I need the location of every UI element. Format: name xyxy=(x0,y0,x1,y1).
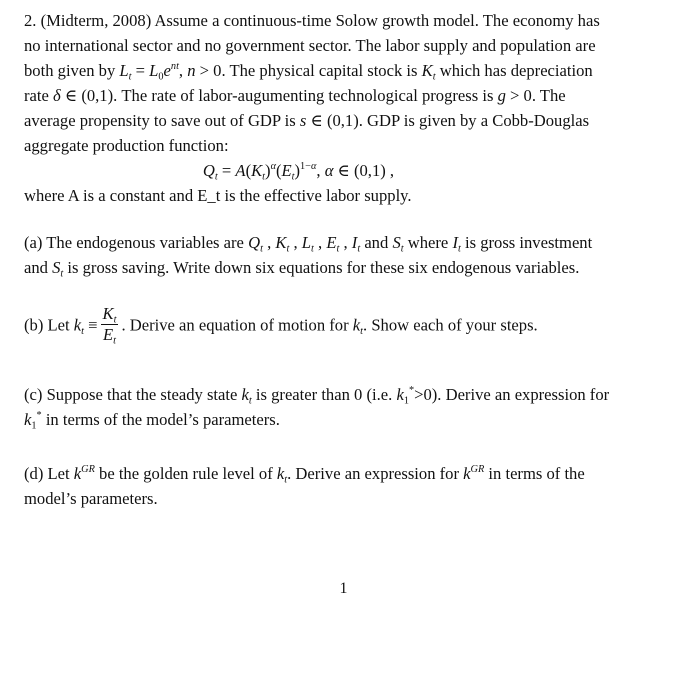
k-fraction: $\frac{K_t}{E_t}$ xyxy=(102,304,117,347)
intro-line-1: 2. (Midterm, 2008) Assume a continuous-time Solow growth model. The economy has xyxy=(24,11,600,30)
part-c-line-2: $k_1^*$ in terms of the model’s parameters. xyxy=(24,409,280,432)
production-function-equation: $Q_t = A(K_t)^\alpha(E_t)^{1-\alpha}$, α ∈ (0,1) , xyxy=(202,160,395,183)
problem-intro xyxy=(24,8,674,158)
part-d-line-1: (d) Let $k^{GR}$ be the golden rule level of $k_t$. Derive an expression for $k^{GR}$ in terms of the xyxy=(24,463,585,486)
part-c xyxy=(24,382,674,432)
part-b xyxy=(24,306,674,347)
part-a-line-1: (a) The endogenous variables are $Q_t$ , $K_t$ , $L_t$ , $E_t$ , $I_t$ and $S_t$ where $I_t$ is gross investment xyxy=(24,233,593,255)
page-number: 1 xyxy=(339,580,348,597)
part-a xyxy=(24,230,674,280)
part-b-line: (b) Let $k_t$ ≡ $\frac{K_t}{E_t}$ . Derive an equation of motion for $k_t$. Show each of your steps. xyxy=(24,304,538,347)
intro-line-3: both given by $L_t = L_0e^{nt}$, n > 0. The physical capital stock is $K_t$ which has depreciation xyxy=(24,60,593,83)
intro-line-6: aggregate production function: xyxy=(24,136,229,155)
part-a-line-2: and $S_t$ is gross saving. Write down six equations for these six endogenous variables. xyxy=(24,258,580,280)
part-d-line-2: model’s parameters. xyxy=(24,489,158,508)
intro-line-2: no international sector and no government sector. The labor supply and population are xyxy=(24,36,596,55)
intro-line-4: rate δ ∈ (0,1). The rate of labor-augumenting technological progress is g > 0. The xyxy=(24,86,566,105)
effective-labor-note: where A is a constant and E_t is the effective labor supply. xyxy=(24,186,412,205)
intro-line-5: average propensity to save out of GDP is s ∈ (0,1). GDP is given by a Cobb-Douglas xyxy=(24,111,590,130)
part-d xyxy=(24,461,674,511)
part-c-line-1: (c) Suppose that the steady state $k_t$ is greater than 0 (i.e. $k_1^*>0$). Derive an expression for xyxy=(24,384,610,407)
